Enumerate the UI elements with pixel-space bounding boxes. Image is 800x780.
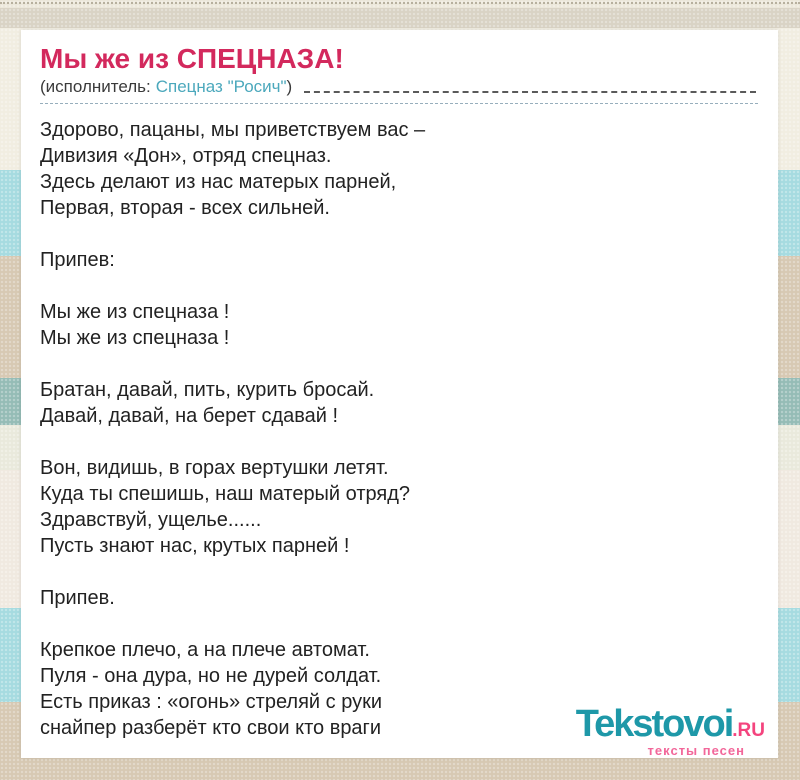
lyric-line: Дивизия «Дон», отряд спецназ.	[40, 145, 332, 168]
site-logo-tld: .RU	[732, 720, 765, 741]
lyric-line: Здорово, пацаны, мы приветствуем вас –	[40, 119, 426, 142]
lyric-line: Первая, вторая - всех сильней.	[40, 197, 330, 220]
lyric-line: Пуля - она дура, но не дурей солдат.	[40, 665, 382, 688]
lyric-line: Вон, видишь, в горах вертушки летят.	[40, 457, 389, 480]
dashed-leader-line	[304, 91, 756, 93]
site-logo-name: Tekstovoi	[575, 703, 733, 745]
lyric-line: Братан, давай, пить, курить бросай.	[40, 379, 375, 402]
artist-prefix-label: (исполнитель:	[40, 77, 151, 97]
lyric-line	[40, 559, 758, 585]
lyric-line: Крепкое плечо, а на плече автомат.	[40, 639, 370, 662]
song-title: Мы же из СПЕЦНАЗА!	[40, 43, 344, 74]
lyric-line: Здесь делают из нас матерых парней,	[40, 171, 397, 194]
bg-stripe	[0, 8, 800, 28]
top-dotted-border	[0, 2, 800, 4]
lyric-line: Давай, давай, на берет сдавай !	[40, 405, 339, 428]
site-logo[interactable]	[576, 705, 765, 757]
lyric-line: Здравствуй, ущелье......	[40, 509, 262, 532]
artist-row	[40, 77, 758, 97]
lyric-line: Мы же из спецназа !	[40, 301, 230, 324]
lyric-line: Куда ты спешишь, наш матерый отряд?	[40, 483, 411, 506]
lyrics-card	[21, 30, 778, 758]
lyric-line: Пусть знают нас, крутых парней !	[40, 535, 350, 558]
lyrics-text	[40, 117, 758, 741]
lyric-line: Есть приказ : «огонь» стреляй с руки	[40, 691, 383, 714]
lyric-line	[40, 429, 758, 455]
lyric-line	[40, 611, 758, 637]
lyric-line: Мы же из спецназа !	[40, 327, 230, 350]
artist-link[interactable]: Спецназ "Росич"	[155, 77, 287, 97]
site-logo-tagline: тексты песен	[647, 743, 745, 758]
lyric-line	[40, 221, 758, 247]
lyric-line: снайпер разберёт кто свои кто враги	[40, 717, 382, 740]
site-logo-wordmark	[576, 705, 765, 743]
lyric-line: Припев.	[40, 587, 115, 610]
lyric-line	[40, 273, 758, 299]
header-dashed-separator	[40, 103, 758, 104]
lyric-line	[40, 351, 758, 377]
lyric-line: Припев:	[40, 249, 115, 272]
artist-suffix-label: )	[286, 77, 293, 97]
